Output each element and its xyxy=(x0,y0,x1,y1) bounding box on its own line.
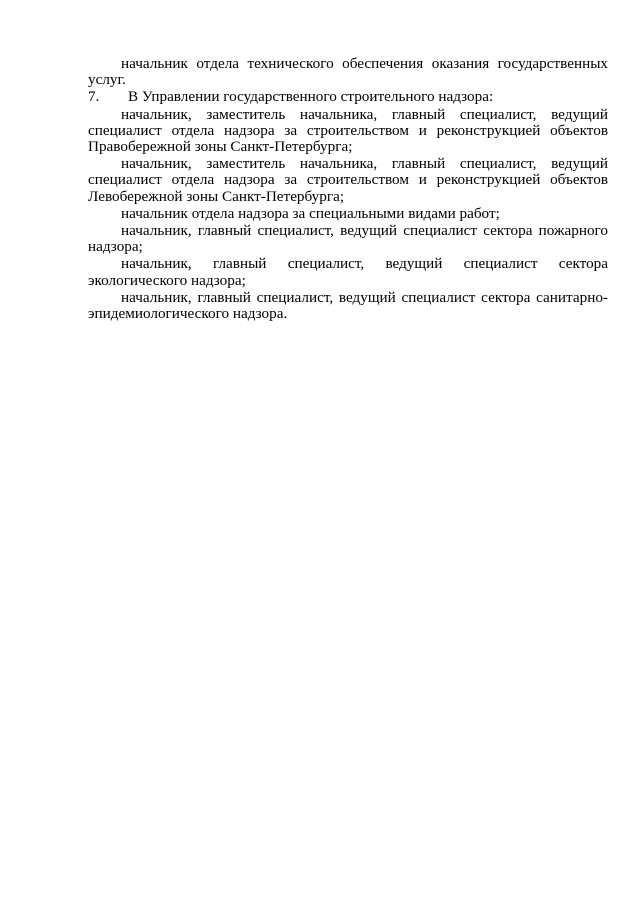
paragraph-fire-supervision: начальник, главный специалист, ведущий специалист сектора пожарного надзора; xyxy=(88,222,608,256)
paragraph-left-bank-zone: начальник, заместитель начальника, главный специалист, ведущий специалист отдела надзора за строительством и реконструкцией объектов Левобережной зоны Санкт-Петербурга; xyxy=(88,155,608,205)
paragraph-sanitary-supervision: начальник, главный специалист, ведущий специалист сектора санитарно-эпидемиологического надзора. xyxy=(88,288,608,323)
paragraph-right-bank-zone: начальник, заместитель начальника, главный специалист, ведущий специалист отдела надзора за строительством и реконструкцией объектов Правобережной зоны Санкт-Петербурга; xyxy=(88,105,608,156)
paragraph-special-works: начальник отдела надзора за специальными видами работ; xyxy=(121,204,500,222)
paragraph-technical-support-head: начальник отдела технического обеспечения оказания государственных услуг. xyxy=(88,55,608,89)
paragraph-section-7 xyxy=(88,89,608,105)
paragraph-ecological-supervision: начальник, главный специалист, ведущий специалист сектора экологического надзора; xyxy=(88,255,608,289)
document-body xyxy=(88,56,608,323)
section-heading: В Управлении государственного строительного надзора: xyxy=(128,88,494,106)
section-number: 7. xyxy=(88,88,100,106)
